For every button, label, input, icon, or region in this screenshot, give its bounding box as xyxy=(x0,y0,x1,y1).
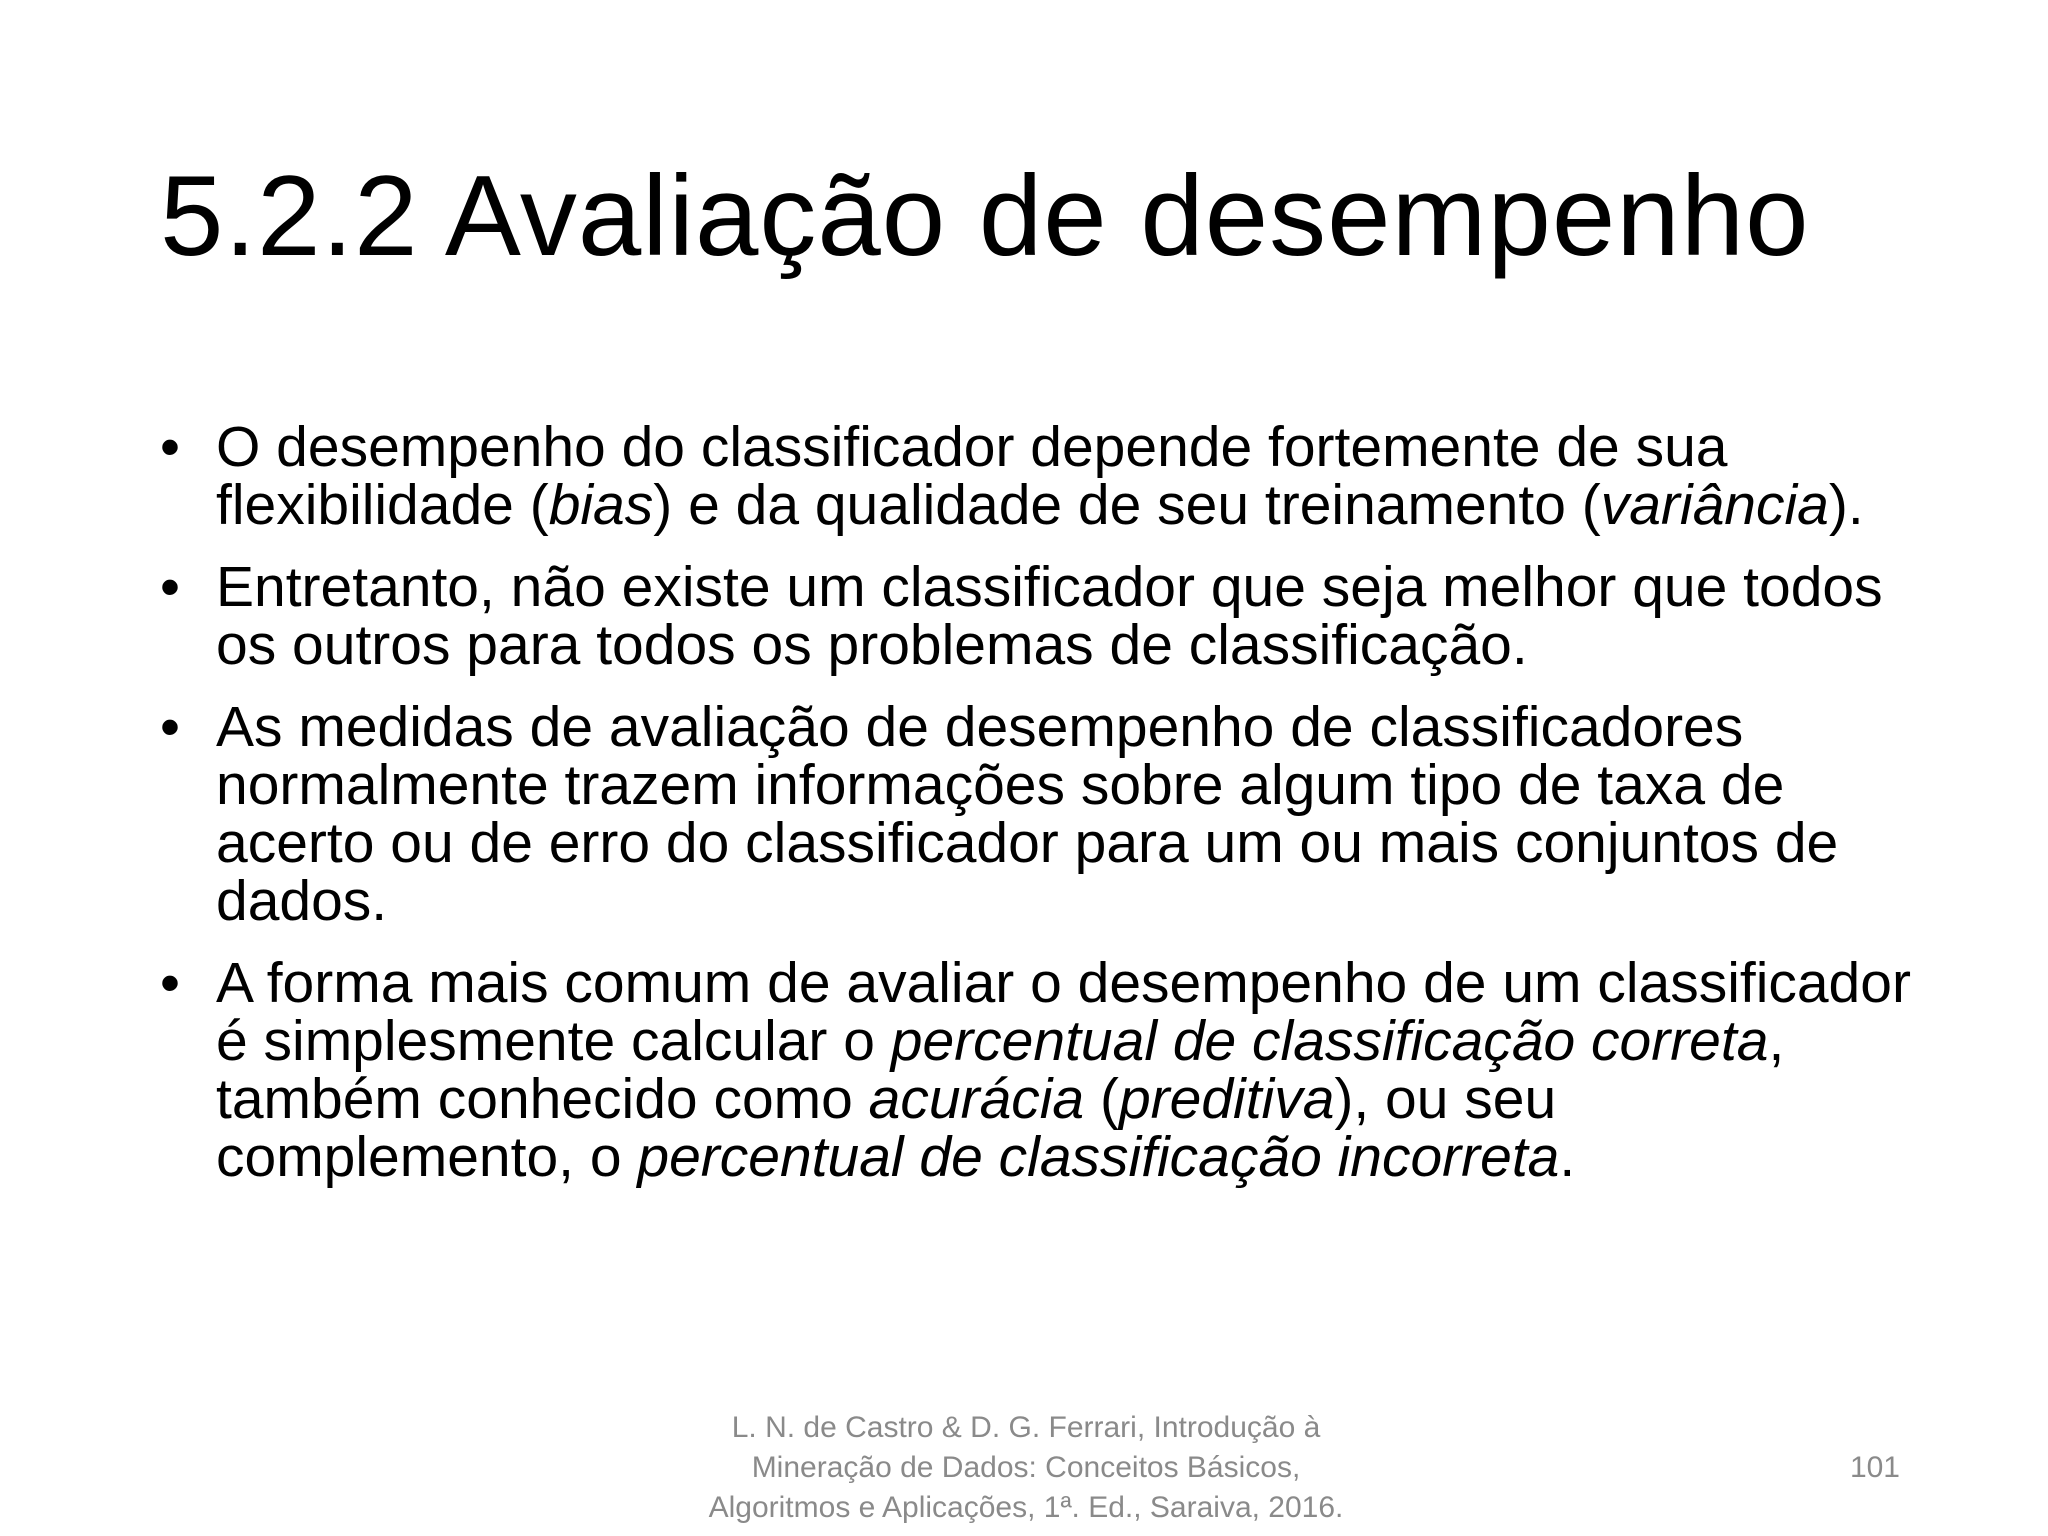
bullet-text-run: As medidas de avaliação de desempenho de classificadores normalmente trazem informações sobre algum tipo de taxa de acerto ou de erro do classificador para um ou mais conjuntos de dados. xyxy=(216,695,1839,933)
bullet-text-run: ). xyxy=(1828,473,1864,537)
bullet-text-run: Entretanto, não existe um classificador que seja melhor que todos os outros para todos os problemas de classificação. xyxy=(216,555,1883,677)
bullet-item xyxy=(160,555,1920,677)
bullet-text xyxy=(216,555,1883,677)
bullet-icon: • xyxy=(160,555,180,619)
bullet-text-run: A forma mais comum de avaliar o desempenho de um classificador é simplesmente calcular o xyxy=(216,951,1911,1073)
footer-citation xyxy=(690,1408,1362,1528)
bullet-text-italic: variância xyxy=(1600,473,1829,537)
bullet-icon: • xyxy=(160,695,180,759)
bullet-icon: • xyxy=(160,951,180,1015)
bullet-text-italic: acurácia xyxy=(868,1067,1085,1131)
bullet-item xyxy=(160,695,1920,933)
bullet-text-italic: bias xyxy=(548,473,654,537)
bullet-text xyxy=(216,415,1864,537)
bullet-text-run: ), ou seu complemento, o xyxy=(216,1067,1557,1189)
citation-line: Algoritmos e Aplicações, 1ª. Ed., Saraiva, 2016. xyxy=(708,1491,1344,1524)
bullet-item xyxy=(160,951,1920,1189)
page-number: 101 xyxy=(1849,1451,1900,1484)
bullet-text xyxy=(216,951,1911,1189)
bullet-list xyxy=(160,415,1920,1210)
bullet-text-run: ) e da qualidade de seu treinamento ( xyxy=(653,473,1601,537)
slide-title: 5.2.2 Avaliação de desempenho xyxy=(160,153,1810,280)
citation-line: Mineração de Dados: Conceitos Básicos, xyxy=(751,1451,1301,1484)
bullet-text-run: O desempenho do classificador depende fortemente de sua flexibilidade ( xyxy=(216,415,1728,537)
bullet-text-run: , também conhecido como xyxy=(216,1009,1785,1131)
bullet-item xyxy=(160,415,1920,537)
bullet-text xyxy=(216,695,1838,933)
bullet-icon: • xyxy=(160,415,180,479)
bullet-text-italic: percentual de classificação incorreta xyxy=(637,1125,1560,1189)
citation-line: L. N. de Castro & D. G. Ferrari, Introdução à xyxy=(731,1411,1321,1444)
bullet-text-run: ( xyxy=(1084,1067,1119,1131)
bullet-text-run: . xyxy=(1559,1125,1576,1189)
bullet-text-italic: percentual de classificação correta xyxy=(890,1009,1769,1073)
bullet-text-italic: preditiva xyxy=(1118,1067,1335,1131)
